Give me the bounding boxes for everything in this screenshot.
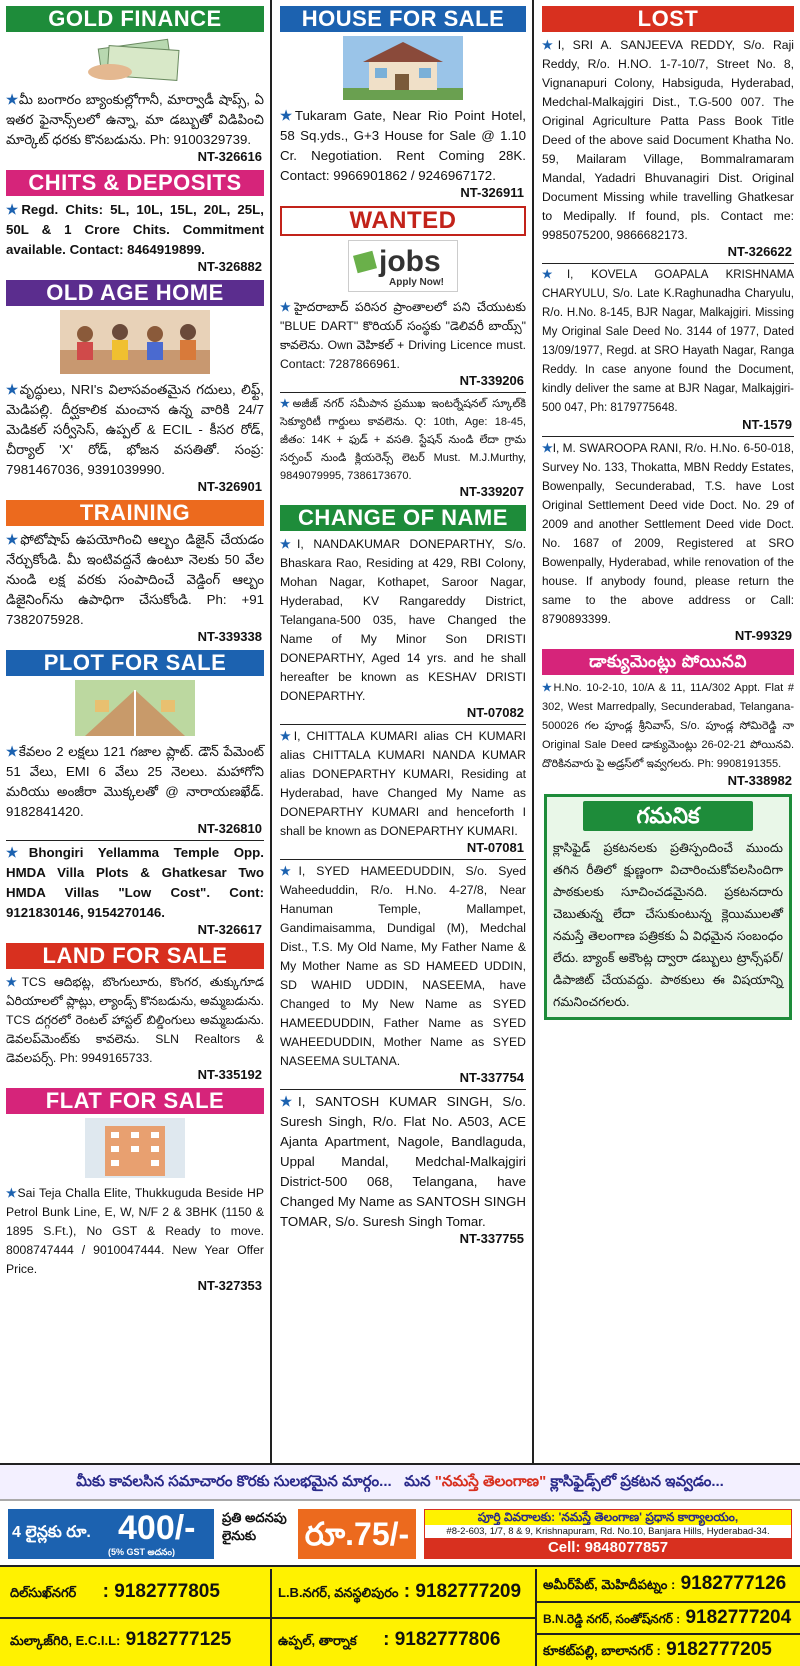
- footer-banner: [0, 1463, 800, 1666]
- ad-code: NT-327353: [197, 1278, 262, 1293]
- house-text: Tukaram Gate, Near Rio Point Hotel, 58 Sq.yds., G+3 House for Sale @ 1.10 Cr. Negotiation. Rent Coming 28K. Contact: 9966901862 / 9246967172.: [280, 108, 527, 183]
- folder-icon: [353, 251, 377, 274]
- branch-uppal: ఉప్పల్, తార్నాక : 9182777806: [278, 1629, 501, 1650]
- flat-header: FLAT FOR SALE: [6, 1088, 264, 1114]
- star-icon: ★: [280, 398, 293, 410]
- tagline-part-2: మన: [404, 1473, 431, 1490]
- change-notice-2: I, CHITTALA KUMARI alias CH KUMARI alias CHITTALA KUMARI NANDA KUMAR alias DONEPARTHY KUMARI, Residing at Hyderabad, have Changed My Name as DONEPARTHY KUMARI and henceforth I shall be known as DONEPARTHY KUMARI.: [280, 729, 526, 838]
- money-hand-image: [80, 36, 190, 84]
- documents-lost-text: H.No. 10-2-10, 10/A & 11, 11A/302 Appt. Flat # 302, West Marredpally, Secunderabad, Telangana-500026 గల పూండ్ల శ్రీనివాస్, S/o. పూండ్ల సోమిరెడ్డి నా Original Sale Deed డాక్యుమెంట్లు 26-02-21 పోయినవి. దొరికినవారు పై అడ్రస్‌లో ఇవ్వగలరు. Ph: 9908191355.: [542, 682, 794, 770]
- flat-text: Sai Teja Challa Elite, Thukkuguda Beside HP Petrol Bunk Line, E, W, N/F 2 & 3BHK (1150 & 1895 S.Ft.), No GST & Ready to move. 8008747444 / 9010047444. New Year Offer Price.: [6, 1186, 264, 1276]
- star-icon: ★: [280, 1094, 298, 1109]
- divider: [535, 1601, 800, 1603]
- column-middle: [274, 0, 534, 1463]
- old-age-text: వృద్ధులు, NRI's విలాసవంతమైన గదులు, లిఫ్ట్, మెడిపల్లి. దీర్ఘకాలిక మంచాన ఉన్న వారికి 24/7 మెడికల్ సర్వీసెస్, ఉప్పల్ & ECIL - కీసర రోడ్, చీర్యాల్ 'X' రోడ్, భోజన వసతితో. సంప్ర: 7981467036, 9391039990.: [6, 382, 264, 477]
- training-header: TRAINING: [6, 500, 264, 526]
- divider: [280, 859, 526, 860]
- documents-lost-header: డాక్యుమెంట్లు పోయినవి: [542, 649, 794, 675]
- gst-note: (5% GST అదనం): [108, 1547, 175, 1557]
- branch-dilsukhnagar: దిల్‌సుఖ్‌నగర్ : 9182777805: [10, 1581, 220, 1602]
- old-age-header: OLD AGE HOME: [6, 280, 264, 306]
- change-notice-1: I, NANDAKUMAR DONEPARTHY, S/o. Bhaskara Rao, Residing at 429, RBI Colony, Mohan Nagar, Kothapet, Saroor Nagar, Hyderabad, KV Rangareddy District, Telangana-500 035, have Changed the Name of My Minor Son DRISTI DONEPARTHY, Aged 14 yrs. and he shall hereafter be known as KESHAV DRISTI DONEPARTHY.: [280, 537, 526, 703]
- old-age-photo: [60, 310, 210, 374]
- divider: [0, 1617, 270, 1619]
- star-icon: ★: [6, 92, 19, 107]
- address-line-2: #8-2-603, 1/7, 8 & 9, Krishnapuram, Rd. No.10, Banjara Hills, Hyderabad-34.: [446, 1526, 770, 1537]
- ad-code: NT-1579: [742, 417, 792, 432]
- divider: [280, 1089, 526, 1090]
- divider: [535, 1569, 537, 1666]
- gold-finance-header: GOLD FINANCE: [6, 6, 264, 32]
- star-icon: ★: [542, 269, 567, 281]
- ad-code: NT-326622: [727, 244, 792, 259]
- land-text: TCS ఆదిభట్ల, బొంగులూరు, కొంగర, తుక్కుగూడ ఏరియాలలో ప్లాట్లు, ల్యాండ్స్ కొనబడును, అమ్మబడును. TCS దగ్గరలో రెంటల్ హాస్టల్ బిల్డింగులు అమ్మబడును. డెవలప్‌మెంట్‌కు కావలెను. SLN Realtors & డెవలపర్స్. Ph: 9949165733.: [6, 975, 264, 1065]
- wanted-text-2: అజీజ్ నగర్ సమీపాన ప్రముఖ ఇంటర్నేషనల్ స్కూల్‌కి సెక్యూరిటీ గార్డులు కావలెను. Q: 10th, Age: 18-45, జీతం: 14K + ఫుడ్ + వసతి. స్టేషన్ నుండి లేదా గ్రామ సర్పంచ్ నుండి క్లియరెన్స్ లెటర్ Must. M.J.Murthy, 9849079995, 7386173670.: [280, 398, 526, 482]
- lost-header: LOST: [542, 6, 794, 32]
- divider: [6, 840, 264, 841]
- star-icon: ★: [6, 975, 22, 989]
- ad-code: NT-335192: [197, 1067, 262, 1082]
- jobs-logo: [348, 240, 458, 292]
- star-icon: ★: [542, 682, 554, 694]
- office-address: [424, 1509, 792, 1559]
- ad-code: NT-326882: [197, 259, 262, 274]
- tagline-part-3: క్లాసిఫైడ్స్‌లో ప్రకటన ఇవ్వడం...: [550, 1473, 724, 1490]
- change-of-name-header: CHANGE OF NAME: [280, 505, 526, 531]
- ad-code: NT-339338: [197, 629, 262, 644]
- footer-pricing: [0, 1501, 800, 1567]
- gold-finance-text: మీ బంగారం బ్యాంకుల్లోగానీ, మార్వాడీ షాప్స్, ఏ ఇతర ఫైనాన్స్‌లలో ఉన్నా, మా డబ్బుతో విడిపించి మార్కెట్ ధరకు కొనబడును. Ph: 9100329739.: [6, 92, 264, 147]
- address-line-1: పూర్తి వివరాలకు: 'నమస్తే తెలంగాణ' ప్రధాన కార్యాలయం,: [425, 1510, 791, 1525]
- tagline-part-1: మీకు కావలసిన సమాచారం కొరకు సులభమైన మార్గం...: [76, 1473, 392, 1490]
- house-header: HOUSE FOR SALE: [280, 6, 526, 32]
- cell-number: Cell: 9848077857: [425, 1538, 791, 1558]
- plot-header: PLOT FOR SALE: [6, 650, 264, 676]
- star-icon: ★: [280, 300, 295, 314]
- ad-code: NT-337754: [459, 1070, 524, 1085]
- ad-code: NT-339207: [459, 484, 524, 499]
- branch-kukatpally: కూకట్‌పల్లి, బాలానగర్ : 9182777205: [543, 1639, 772, 1660]
- divider: [280, 392, 526, 393]
- branch-ameerpet: అమీర్‌పేట్, మెహిదీపట్నం : 9182777126: [543, 1573, 787, 1594]
- divider: [542, 436, 794, 437]
- plot-text-1: కేవలం 2 లక్షలు 121 గజాల ప్లాట్. డౌన్ పేమెంట్ 51 వేలు, EMI 6 వేలు 25 నెలలు. మహాగోని మరియు అంజీరా మొక్కలతో @ నారాయణఖేడ్. 9182841420.: [6, 744, 264, 819]
- price-400: 400/-: [118, 1509, 196, 1547]
- chits-header: CHITS & DEPOSITS: [6, 170, 264, 196]
- price-75: రూ.75/-: [298, 1509, 416, 1559]
- branch-bn-reddy-nagar: B.N.రెడ్డి నగర్, సంతోష్‌నగర్ : 9182777204: [543, 1607, 792, 1628]
- chits-text: Regd. Chits: 5L, 10L, 15L, 20L, 25L, 50L & 1 Crore Chits. Commitment available. Contact: 8464919899.: [6, 202, 265, 257]
- wanted-header: WANTED: [280, 206, 526, 236]
- ad-code: NT-337755: [459, 1231, 524, 1246]
- column-left: [0, 0, 272, 1463]
- disclaimer-text: క్లాసిఫైడ్ ప్రకటనలకు ప్రతిస్పందించే ముందు తగిన రీతిలో క్షుణ్ణంగా విచారించుకోవలసిందిగా పాఠకులకు సూచించడమైనది. ప్రకటనదారు చెబుతున్న లేదా చేసుకుంటున్న క్లెయిములతో నమస్తే తెలంగాణ పత్రికకు ఏ విధమైన సంబంధం లేదు. బ్యాంక్ అకౌంట్ల ద్వారా డబ్బులు ట్రాన్స్‌ఫర్/డిపాజిట్ చేయవద్దు. పాఠకులు ఈ విషయాన్ని గమనించగలరు.: [553, 841, 783, 1009]
- footer-tagline: [0, 1465, 800, 1501]
- branch-lb-nagar: L.B.నగర్, వనస్థలిపురం : 9182777209: [278, 1581, 522, 1602]
- lost-notice-3: I, M. SWAROOPA RANI, R/o. H.No. 6-50-018, Survey No. 133, Thokatta, MBN Reddy Estates, Bowenpally, Secunderabad, T.S. have Lost Original Settlement Deed vide Doct. No. 29 of 2009 and another Settlement Deed vide Doct. No. 1687 of 2009, Registered at SRO Bowenpally, Hyderabad, while renovation of the house. If anybody found, please return the same to the above address or Call: 8790893399.: [542, 441, 795, 626]
- tagline-brand: "నమస్తే తెలంగాణ": [434, 1473, 547, 1490]
- price-box-400: [8, 1509, 214, 1559]
- ad-code: NT-326810: [197, 821, 262, 836]
- jobs-word: jobs: [379, 245, 441, 278]
- ad-code: NT-07082: [466, 705, 524, 720]
- per-line-label: ప్రతి అదనపు లైనుకు: [222, 1510, 287, 1543]
- star-icon: ★: [6, 202, 22, 217]
- star-icon: ★: [6, 382, 20, 397]
- star-icon: ★: [6, 744, 19, 759]
- branch-malkajgiri: మల్కాజ్‌గిరి, E.C.I.L: 9182777125: [10, 1629, 232, 1650]
- disclaimer-title: గమనిక: [583, 801, 753, 831]
- apply-now-text: Apply Now!: [389, 277, 444, 288]
- column-right: [536, 0, 800, 1463]
- divider: [535, 1633, 800, 1635]
- training-text: ఫోటోషాప్ ఉపయోగించి ఆల్బం డిజైన్ చేయడం నేర్చుకోండి. మీ ఇంటివద్దనే ఉంటూ నెలకు 50 వేల నుండి లక్ష వరకు సంపాదించే వెడ్డింగ్ ఆల్బం డిజైనింగ్‌ను ఉపాధిగా చేసుకోండి. Ph: +91 7382075928.: [6, 532, 264, 627]
- ad-code: NT-326617: [197, 922, 262, 937]
- star-icon: ★: [280, 108, 295, 123]
- apartment-image: [85, 1118, 185, 1178]
- star-icon: ★: [6, 1186, 18, 1200]
- star-icon: ★: [6, 845, 29, 860]
- divider: [270, 1617, 535, 1619]
- divider: [542, 263, 794, 264]
- plot-layout-image: [75, 680, 195, 736]
- star-icon: ★: [542, 38, 558, 52]
- branch-phones: [0, 1569, 800, 1666]
- change-notice-4: I, SANTOSH KUMAR SINGH, S/o. Suresh Singh, R/o. Flat No. A503, ACE Ajanta Apartment, Nagole, Bandlaguda, Uppal Mandal, Medchal-Malkajgiri District-500 068, Telangana, have Changed My Name as SANTOSH SINGH TOMAR, S/o. Suresh Singh Tomar.: [280, 1094, 526, 1229]
- four-lines-label: 4 లైన్లకు రూ.: [12, 1524, 91, 1541]
- plot-text-2: Bhongiri Yellamma Temple Opp. HMDA Villa Plots & Ghatkesar Two HMDA Villas "Low Cost". Cont: 9121830146, 9154270146.: [6, 845, 264, 920]
- star-icon: ★: [542, 441, 553, 455]
- lost-notice-2: I, KOVELA GOAPALA KRISHNAMA CHARYULU, S/o. Late K.Raghunadha Charyulu, R/o. H.No. 8-145, BJR Nagar, Malkajgiri. Missing My Original Sale Deed No. 3144 of 1977, Dated 13/09/1977, Regd. at SRO Hayath Nagar, Ranga Reddy. In case anyone found the Document, kindly deliver the same at BJR Nagar, Malkajgiri-500 047, Ph: 8179775648.: [542, 269, 795, 414]
- change-notice-3: I, SYED HAMEEDUDDIN, S/o. Syed Waheeduddin, R/o. H.No. 4-27/8, Near Hanuman Temple, Mallampet, Gandimaisamma, Dundigal (M), Medchal Dist., T.S. My Old Name, My Father Name & My Mother Name as SD HAMEED UDDIN, SD WAHID UDDIN, NASEEMA, have Changed to My New Name as SYED HAMEEDUDDIN, Father Name as SYED WAHEEDUDDIN, Mother Name as SYED NASEEMA SULTANA.: [280, 864, 526, 1068]
- lost-notice-1: I, SRI A. SANJEEVA REDDY, S/o. Raji Reddy, R/o. H.NO. 1-7-10/7, Street No. 8, Vignanapuri Colony, Habsiguda, Hyderabad, Medchal-Malkajgiri Dist., T.G-500 007. The Original Agriculture Patta Pass Book Title Deed of the above said Document Khatha No. 59, Mailaram Village, Bommalramaram Mandal, Yadadri Bhuvanagiri Dist. Original Document Missing while travelling Ghatkesar to Medipally. If found, pls. Contact me: 9985075200, 9866682173.: [542, 38, 794, 242]
- disclaimer-box: [544, 794, 792, 1020]
- star-icon: ★: [280, 537, 298, 551]
- house-image: [343, 36, 463, 100]
- ad-code: NT-326616: [197, 149, 262, 164]
- star-icon: ★: [280, 864, 299, 878]
- ad-code: NT-07081: [466, 840, 524, 855]
- ad-code: NT-339206: [459, 373, 524, 388]
- star-icon: ★: [6, 532, 21, 547]
- ad-code: NT-326901: [197, 479, 262, 494]
- ad-code: NT-338982: [727, 773, 792, 788]
- star-icon: ★: [280, 729, 294, 743]
- ad-code: NT-326911: [460, 185, 524, 200]
- wanted-text-1: హైదరాబాద్ పరిసర ప్రాంతాలలో పని చేయుటకు "BLUE DART" కొరియర్ సంస్థకు "డెలివరీ బాయ్స్" కావలెను. Own వెహికల్ + Driving Licence must. Contact: 7287866961.: [280, 300, 526, 371]
- divider: [280, 724, 526, 725]
- land-header: LAND FOR SALE: [6, 943, 264, 969]
- ad-code: NT-99329: [734, 628, 792, 643]
